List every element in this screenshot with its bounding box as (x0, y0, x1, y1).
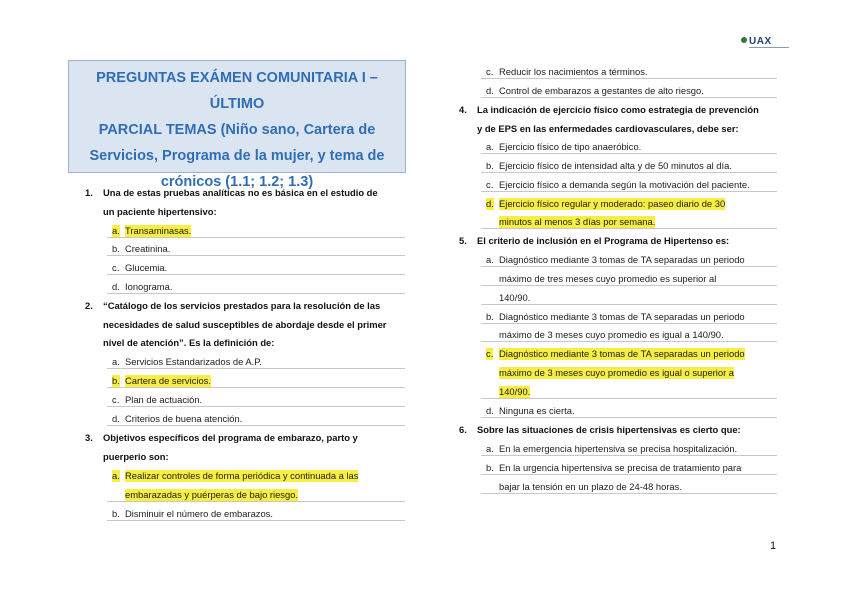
title-line: crónicos (1.1; 1.2; 1.3) (160, 174, 314, 190)
option-line: máximo de tres meses cuyo promedio es superior al (499, 273, 717, 284)
question-line: necesidades de salud susceptibles de abordaje desde el primer (103, 319, 387, 330)
option-line: 140/90. (499, 292, 531, 303)
document-title (68, 60, 406, 190)
option-line: máximo de 3 meses cuyo promedio es igual o superior a (499, 367, 735, 378)
question-line: nivel de atención”. Es la definición de: (103, 337, 275, 348)
option-line: minutos al menos 3 días por semana. (499, 216, 656, 227)
logo-dot-icon (741, 37, 747, 43)
option-line: 140/90. (499, 386, 531, 397)
title-line: Servicios, Programa de la mujer, y tema de (89, 148, 385, 164)
logo-text: UAX (749, 36, 772, 47)
question-line: puerperio son: (103, 451, 169, 462)
option-line: bajar la tensión en un plazo de 24-48 horas. (499, 481, 682, 492)
title-line: PARCIAL TEMAS (Niño sano, Cartera de (98, 122, 376, 138)
question-line: un paciente hipertensivo: (103, 206, 217, 217)
page-number: 1 (770, 540, 777, 552)
question-line: y de EPS en las enfermedades cardiovasculares, debe ser: (477, 123, 739, 134)
uax-logo (741, 36, 772, 47)
option-line: máximo de 3 meses cuyo promedio es igual a 140/90. (499, 329, 724, 340)
option-line: embarazadas y puérperas de bajo riesgo. (125, 489, 299, 500)
title-line: PREGUNTAS EXÁMEN COMUNITARIA I – ÚLTIMO (96, 70, 378, 112)
